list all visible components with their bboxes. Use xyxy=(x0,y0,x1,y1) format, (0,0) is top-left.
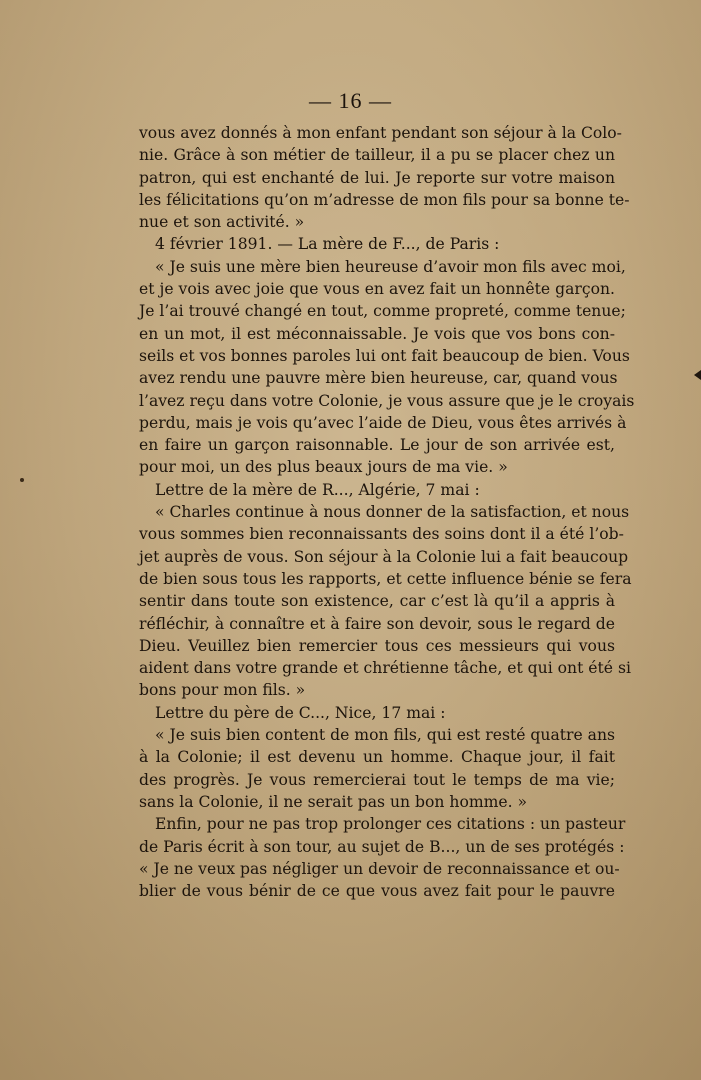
text-line: réfléchir, à connaître et à faire son devoir, sous le regard de xyxy=(139,614,615,633)
text-line: pour moi, un des plus beaux jours de ma vie. » xyxy=(139,458,508,477)
text-line: nue et son activité. » xyxy=(139,213,305,232)
text-line: et je vois avec joie que vous en avez fait un honnête garçon. xyxy=(139,280,615,299)
text-line: Je l’ai trouvé changé en tout, comme propreté, comme tenue; xyxy=(139,302,626,321)
text-line: Dieu. Veuillez bien remercier tous ces messieurs qui vous xyxy=(139,636,615,655)
text-line: les félicitations qu’on m’adresse de mon fils pour sa bonne te- xyxy=(139,190,630,209)
text-line: blier de vous bénir de ce que vous avez fait pour le pauvre xyxy=(139,882,615,901)
text-line: aident dans votre grande et chrétienne tâche, et qui ont été si xyxy=(139,659,631,678)
text-line: de bien sous tous les rapports, et cette influence bénie se fera xyxy=(139,569,632,588)
text-line: de Paris écrit à son tour, au sujet de B..., un de ses protégés : xyxy=(139,837,625,856)
text-line: perdu, mais je vois qu’avec l’aide de Dieu, vous êtes arrivés à xyxy=(139,413,627,432)
text-line: en un mot, il est méconnaissable. Je vois que vos bons con- xyxy=(139,324,615,343)
text-line: Enfin, pour ne pas trop prolonger ces citations : un pasteur xyxy=(155,815,626,834)
text-line: 4 février 1891. — La mère de F..., de Paris : xyxy=(155,235,500,254)
body-text xyxy=(139,122,635,902)
text-line: Lettre du père de C..., Nice, 17 mai : xyxy=(155,703,446,722)
margin-arrow-icon xyxy=(694,370,701,380)
text-line: « Je suis bien content de mon fils, qui est resté quatre ans xyxy=(155,726,615,745)
text-line: nie. Grâce à son métier de tailleur, il a pu se placer chez un xyxy=(139,146,615,165)
text-line: « Charles continue à nous donner de la satisfaction, et nous xyxy=(155,503,630,522)
text-line: « Je ne veux pas négliger un devoir de reconnaissance et ou- xyxy=(139,859,620,878)
text-line: l’avez reçu dans votre Colonie, je vous assure que je le croyais xyxy=(139,391,635,410)
text-line: des progrès. Je vous remercierai tout le temps de ma vie; xyxy=(139,770,615,789)
text-line: sentir dans toute son existence, car c’est là qu’il a appris à xyxy=(139,592,615,611)
text-line: vous avez donnés à mon enfant pendant son séjour à la Colo- xyxy=(139,124,622,142)
text-line: en faire un garçon raisonnable. Le jour de son arrivée est, xyxy=(139,436,615,455)
text-line: seils et vos bonnes paroles lui ont fait beaucoup de bien. Vous xyxy=(139,346,630,365)
text-line: à la Colonie; il est devenu un homme. Chaque jour, il fait xyxy=(139,748,615,767)
text-line: sans la Colonie, il ne serait pas un bon homme. » xyxy=(139,792,528,811)
text-line: avez rendu une pauvre mère bien heureuse, car, quand vous xyxy=(139,369,618,388)
text-line: Lettre de la mère de R..., Algérie, 7 mai : xyxy=(155,480,480,499)
margin-speck xyxy=(20,478,24,482)
page-number: — 16 — xyxy=(309,88,392,113)
text-line: vous sommes bien reconnaissants des soins dont il a été l’ob- xyxy=(139,525,624,544)
text-line: jet auprès de vous. Son séjour à la Colonie lui a fait beaucoup xyxy=(139,547,629,566)
text-line: « Je suis une mère bien heureuse d’avoir mon fils avec moi, xyxy=(155,257,626,276)
text-line: bons pour mon fils. » xyxy=(139,681,306,700)
text-line: patron, qui est enchanté de lui. Je reporte sur votre maison xyxy=(139,168,615,187)
